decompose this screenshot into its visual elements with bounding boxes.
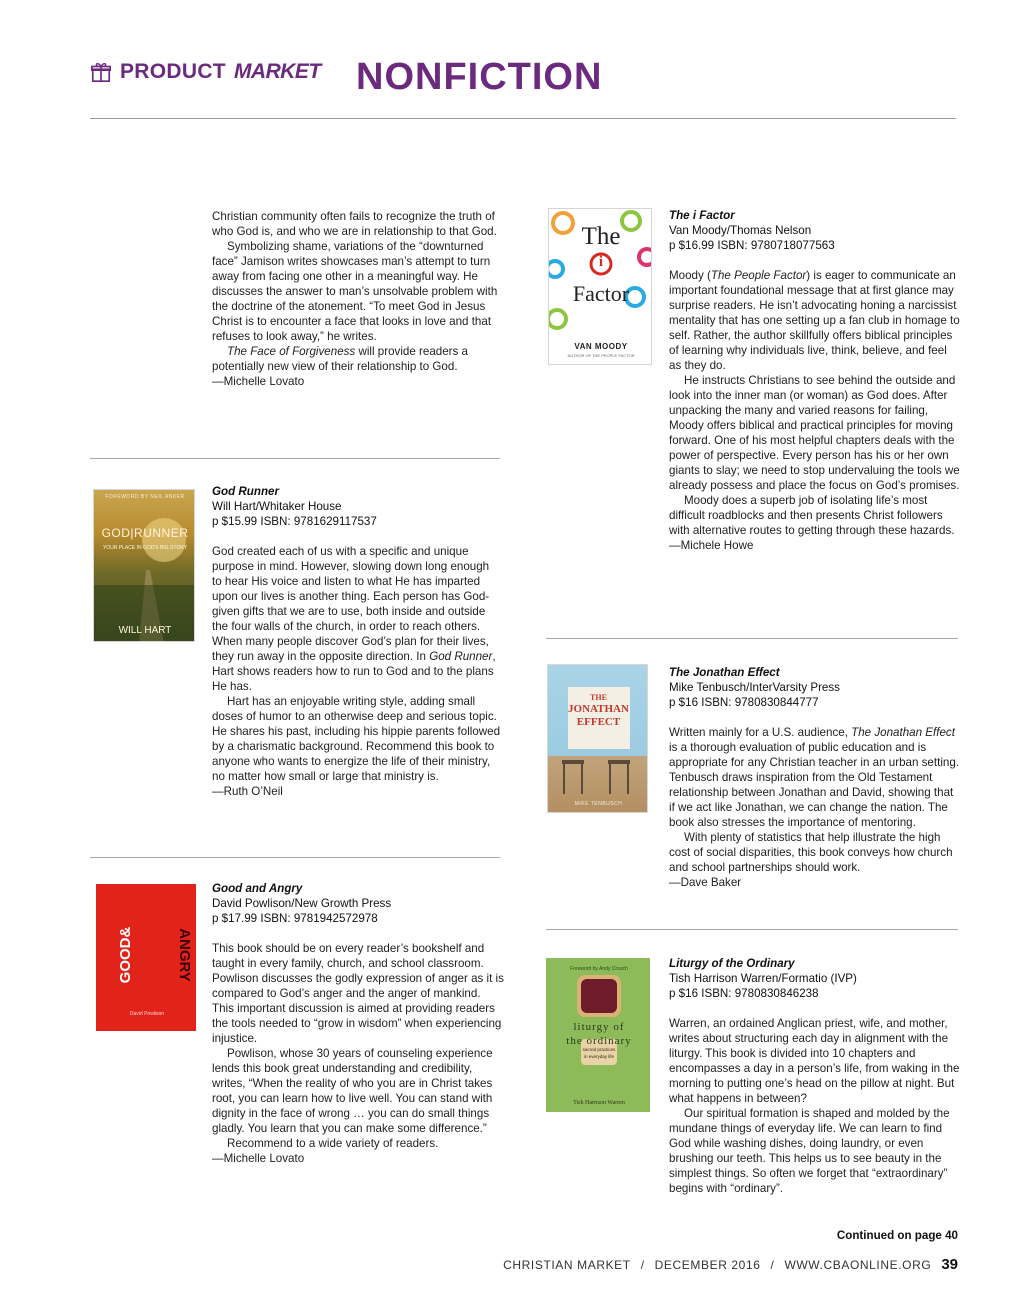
review-paragraph: Symbolizing shame, variations of the “downturned face” Jamison writes showcases man’s attempt to turn away from facing one other in a meaningful way. He discusses the answer to man’s unsolvable problem with the doctrine of the atonement. “To meet God in Jesus Christ is to encounter a face that looks in love and that refuses to look away,” he writes. [212,240,498,343]
cover-author: WILL HART [118,625,172,636]
reviewer: —Michelle Lovato [212,375,305,388]
review-paragraph: With plenty of statistics that help illustrate the high cost of social disparities, this book conveys how church and school partnerships should work. [669,831,953,874]
header-divider [90,118,956,119]
cover-desks [548,665,648,813]
cover-art [94,490,195,642]
cover-title: i [598,254,604,270]
review-liturgy [669,956,961,1196]
book-author-publisher: Mike Tenbusch/InterVarsity Press [669,681,840,694]
cover-title: The [581,223,621,250]
book-author-publisher: Van Moody/Thomas Nelson [669,224,812,237]
footer-date: DECEMBER 2016 [654,1258,761,1272]
cover-title: Factor [572,281,630,306]
book-cover-liturgy [546,958,650,1112]
section-divider [90,458,500,459]
continued-review [212,209,502,389]
review-paragraph: The Face of Forgiveness will provide readers a potentially new view of their relationship to God. [212,345,469,373]
book-cover-jonathan-effect [547,664,648,813]
review-paragraph: Our spiritual formation is shaped and molded by the mundane things of everyday life. We can learn to find God while washing dishes, doing laundry, or even brushing our teeth. This helps us to see beauty in the simplest things. So often we forget that “extraordinary” begins with “ordinary”. [669,1107,950,1195]
book-title: Liturgy of the Ordinary [669,957,795,970]
brand-logo [90,60,321,84]
review-paragraph: Moody does a superb job of isolating life’s most difficult roadblocks and then presents Christ followers with alternative routes to getting through these hazards. [669,494,955,537]
review-paragraph: Written mainly for a U.S. audience, The Jonathan Effect is a thorough evaluation of public education and is appropriate for any Christian teacher in an urban setting. Tenbusch draws inspiration from the Old Testament relationship between Jonathan and David, showing that if we act like Jonathan, we can change the nation. The book also stresses the importance of mentoring. [669,726,960,829]
cover-title: liturgy of [573,1021,625,1033]
page-footer [503,1256,958,1273]
review-paragraph: Recommend to a wide variety of readers. [227,1137,439,1150]
footer-magazine: CHRISTIAN MARKET [503,1258,631,1272]
continued-note: Continued on page 40 [836,1229,958,1242]
review-paragraph: God created each of us with a specific and unique purpose in mind. However, slowing down long enough to hear His voice and listen to what He has imparted upon our lives is another thing. Each person has God-given gifts that we are to use, both inside and outside the four walls of the church, in order to reach others. When many people discover God’s plan for their lives, they run away in the opposite direction. In God Runner, Hart shows readers how to run to God and to the plans He has. [212,545,496,693]
reviewer: —Michelle Lovato [212,1152,305,1165]
cover-author: Tish Harrison Warren [573,1100,625,1106]
section-divider [546,929,958,930]
cover-text: AUTHOR OF THE PEOPLE FACTOR [567,353,635,358]
inline-title: The People Factor [710,269,807,282]
review-paragraph: Christian community often fails to recognize the truth of who God is, and who we are in relationship to that God. [212,210,497,238]
cover-text: sacred practices [582,1047,616,1052]
cover-text: YOUR PLACE IN GOD'S BIG STORY [102,545,188,551]
book-cover-good-and-angry [96,884,196,1031]
review-i-factor [669,208,961,553]
review-paragraph: Warren, an ordained Anglican priest, wife, and mother, writes about structuring each day in alignment with the liturgy. This book is divided into 10 chapters and encompasses a day in a person’s life, from waking in the morning to putting one’s head on the pillow at night. But what happens in between? [669,1017,960,1105]
reviewer: —Michele Howe [669,539,754,552]
reviewer: —Ruth O’Neil [212,785,283,798]
cover-text: FOREWORD BY NEIL ANKER [105,494,185,500]
review-paragraph: Moody (The People Factor) is eager to communicate an important foundational message that at first glance may surprise readers. He isn’t advocating honing a narcissist mentality that has one setting up a fan club in homage to self. Rather, the author skillfully offers biblical principles of learning why individuals live, think, believe, and feel as they do. [669,269,960,372]
section-divider [90,857,500,858]
cover-author: VAN MOODY [574,342,628,351]
cover-title: ANGRY [176,928,193,982]
book-price-isbn: p $15.99 ISBN: 9781629117537 [212,515,377,528]
book-author-publisher: Will Hart/Whitaker House [212,500,342,513]
footer-separator: / [640,1258,645,1272]
brand-market: MARKET [233,60,321,83]
review-paragraph: Hart has an enjoyable writing style, adding small doses of humor to an otherwise deep and serious topic. He shares his past, including his hippie parents followed by a charismatic background. Recommend this book to anyone who wants to energize the life of their ministry, no matter how small or large that ministry is. [212,695,501,783]
book-author-publisher: Tish Harrison Warren/Formatio (IVP) [669,972,857,985]
brand-product: PRODUCT [120,60,226,83]
cover-author: David Powlison [129,1011,165,1017]
cover-author: MIKE TENBUSCH [574,801,623,807]
footer-separator: / [770,1258,775,1272]
footer-url[interactable]: WWW.CBAONLINE.ORG [784,1258,932,1272]
book-title: Good and Angry [212,882,303,895]
book-title: God Runner [212,485,279,498]
book-cover-i-factor [548,208,652,365]
reviewer: —Dave Baker [669,876,742,889]
cover-title: GOD|RUNNER [101,526,189,540]
cover-text: Foreword by Andy Crouch [570,966,628,972]
inline-title: The Face of Forgiveness [227,345,356,358]
inline-title: The Jonathan Effect [851,726,955,739]
cover-title: GOOD& [117,926,134,984]
book-price-isbn: p $16 ISBN: 9780830846238 [669,987,819,1000]
cover-title: EFFECT [576,716,621,728]
cover-text: in everyday life [583,1054,614,1059]
review-god-runner [212,484,502,799]
book-price-isbn: p $17.99 ISBN: 9781942572978 [212,912,378,925]
book-price-isbn: p $16.99 ISBN: 9780718077563 [669,239,835,252]
book-cover-god-runner [93,489,195,642]
review-paragraph: Powlison, whose 30 years of counseling experience lends this book great understanding and credibility, writes, “When the reality of who you are in Christ takes root, you can learn how to live well. You can stand with dignity in the face of wrong … you can do small things gladly. You learn that you can make some difference.” [212,1047,493,1135]
book-price-isbn: p $16 ISBN: 9780830844777 [669,696,819,709]
cover-title: the ordinary [566,1035,632,1047]
gift-icon [90,61,112,83]
page-number: 39 [941,1256,958,1273]
review-paragraph: He instructs Christians to see behind the outside and look into the inner man (or woman) as God does. After unpacking the many and varied reasons for failing, Moody offers biblical and practical principles for moving forward. One of his most helpful chapters deals with the power of perspective. Every person has his or her own giants to slay; we need to stop undervaluing the tools we already possess and place the focus on God’s promises. [669,374,960,492]
section-divider [546,638,958,639]
cover-title: THE [590,693,607,702]
review-paragraph: This book should be on every reader’s bookshelf and taught in every family, church, and school classroom. Powlison discusses the godly expression of anger as it is compared to God’s anger and the anger of mankind. This important discussion is aimed at providing readers the tools needed to “grow in wisdom” when experiencing injustice. [212,942,504,1045]
inline-title: God Runner [429,650,493,663]
cover-title: JONATHAN [568,703,629,715]
review-good-and-angry [212,881,504,1166]
book-title: The Jonathan Effect [669,666,780,679]
book-author-publisher: David Powlison/New Growth Press [212,897,392,910]
section-title: NONFICTION [356,56,603,98]
book-title: The i Factor [669,209,735,222]
review-jonathan-effect [669,665,961,890]
